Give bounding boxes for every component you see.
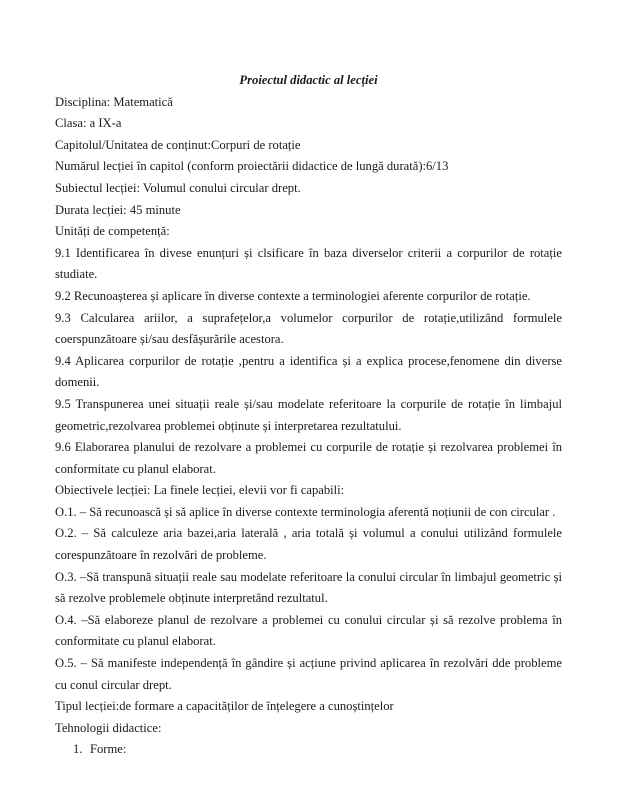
document-title: Proiectul didactic al lecției bbox=[239, 73, 378, 87]
objectives-heading: Obiectivele lecției: La finele lecției, elevii vor fi capabili: bbox=[55, 483, 345, 498]
document-page bbox=[55, 70, 562, 761]
discipline-line: Disciplina: Matematică bbox=[55, 94, 173, 109]
competency-item: 9.4 Aplicarea corpurilor de rotație ,pentru a identifica și a explica procese,fenomene din diverse domenii. bbox=[55, 353, 562, 390]
competencies-heading: Unități de competență: bbox=[55, 224, 170, 239]
chapter-line: Capitolul/Unitatea de conținut:Corpuri de rotație bbox=[55, 137, 301, 152]
subject-line: Subiectul lecției: Volumul conului circular drept. bbox=[55, 180, 301, 195]
lesson-type-line: Tipul lecției:de formare a capacităților de înțelegere a cunoștințelor bbox=[55, 699, 394, 714]
class-line: Clasa: a IX-a bbox=[55, 116, 122, 131]
duration-line: Durata lecției: 45 minute bbox=[55, 202, 181, 217]
competency-item: 9.5 Transpunerea unei situații reale și/sau modelate referitoare la corpurile de rotație în limbajul geometric,rezolvarea problemei obținute și interpretarea rezultatului. bbox=[55, 396, 562, 433]
competency-item: 9.1 Identificarea în divese enunțuri și clsificare în baza diverselor criterii a corpurilor de rotație studiate. bbox=[55, 245, 562, 282]
technologies-heading: Tehnologii didactice: bbox=[55, 720, 162, 735]
competency-item: 9.3 Calcularea ariilor, a suprafețelor,a volumelor corpurilor de rotație,utilizând formulele coerspunzătoare și/sau desfășurările acestora. bbox=[55, 310, 562, 347]
list-number: 1. bbox=[73, 742, 83, 757]
objective-item: O.3. –Să transpună situații reale sau modelate referitoare la conului circular în limbajul geometric și să rezolve problemele obținute interpretând rezultatul. bbox=[55, 569, 562, 606]
lesson-number-line: Numărul lecției în capitol (conform proiectării didactice de lungă durată):6/13 bbox=[55, 159, 449, 174]
list-label: Forme: bbox=[90, 742, 127, 757]
objective-item: O.4. –Să elaboreze planul de rezolvare a problemei cu conului circular și să rezolve problema în conformitate cu planul elaborat. bbox=[55, 612, 562, 649]
objective-item: O.5. – Să manifeste independență în gândire și acțiune privind aplicarea în rezolvări dde probleme cu conul circular drept. bbox=[55, 656, 562, 692]
objective-item: O.1. – Să recunoască și să aplice în diverse contexte terminologia aferentă noțiunii de con circular . bbox=[55, 504, 556, 519]
objective-item: O.2. – Să calculeze aria bazei,aria laterală , aria totală și volumul a conului utilizând formulele corespunzătoare în rezolvări de probleme. bbox=[55, 526, 562, 563]
competency-item: 9.6 Elaborarea planului de rezolvare a problemei cu corpurile de rotație și rezolvarea problemei în conformitate cu planul elaborat. bbox=[55, 440, 562, 476]
competency-item: 9.2 Recunoașterea și aplicare în diverse contexte a terminologiei aferente corpurilor de rotație. bbox=[55, 288, 531, 303]
list-item bbox=[55, 739, 562, 761]
